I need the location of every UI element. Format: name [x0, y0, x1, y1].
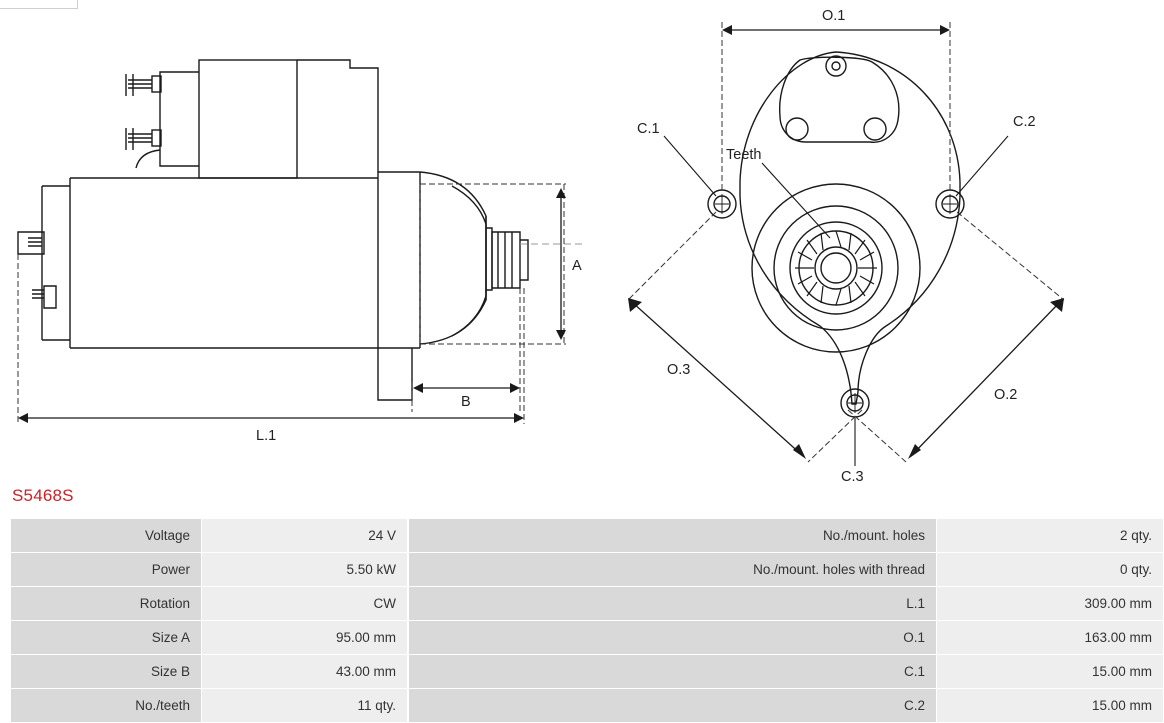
table-row	[409, 655, 1164, 689]
label-size-a: A	[572, 258, 582, 274]
spec-label: Size B	[11, 655, 202, 689]
table-row	[409, 553, 1164, 587]
label-c2: C.2	[1013, 114, 1036, 130]
page-title: S5468S	[12, 486, 74, 505]
spec-value: 5.50 kW	[202, 553, 408, 587]
spec-value: 24 V	[202, 519, 408, 553]
spec-label: C.1	[409, 655, 937, 689]
label-o3: O.3	[667, 362, 691, 378]
spec-value: 15.00 mm	[937, 655, 1164, 689]
label-o2: O.2	[994, 387, 1018, 403]
table-row	[11, 553, 408, 587]
table-row	[409, 689, 1164, 723]
label-teeth: Teeth	[726, 147, 762, 163]
spec-label: Power	[11, 553, 202, 587]
spec-value: 43.00 mm	[202, 655, 408, 689]
spec-table-right	[408, 518, 1164, 723]
specifications	[10, 518, 1152, 723]
spec-value: 15.00 mm	[937, 689, 1164, 723]
spec-label: No./mount. holes with thread	[409, 553, 937, 587]
spec-value: 309.00 mm	[937, 587, 1164, 621]
spec-value: 2 qty.	[937, 519, 1164, 553]
table-row	[11, 655, 408, 689]
spec-value: 11 qty.	[202, 689, 408, 723]
spec-label: Voltage	[11, 519, 202, 553]
label-c3: C.3	[841, 469, 864, 485]
spec-label: Rotation	[11, 587, 202, 621]
table-row	[11, 587, 408, 621]
table-row	[11, 621, 408, 655]
spec-value: 95.00 mm	[202, 621, 408, 655]
side-view-drawing	[18, 60, 585, 424]
spec-table-left	[10, 518, 408, 723]
table-row	[11, 689, 408, 723]
label-size-b: B	[461, 394, 471, 410]
label-length-l1: L.1	[256, 428, 277, 444]
table-row	[409, 621, 1164, 655]
spec-label: C.2	[409, 689, 937, 723]
table-row	[11, 519, 408, 553]
spec-value: 163.00 mm	[937, 621, 1164, 655]
spec-value: 0 qty.	[937, 553, 1164, 587]
spec-label: O.1	[409, 621, 937, 655]
label-o1: O.1	[822, 8, 846, 24]
spec-label: No./mount. holes	[409, 519, 937, 553]
spec-label: No./teeth	[11, 689, 202, 723]
label-c1: C.1	[637, 121, 660, 137]
spec-label: Size A	[11, 621, 202, 655]
spec-label: L.1	[409, 587, 937, 621]
table-row	[409, 587, 1164, 621]
table-row	[409, 519, 1164, 553]
spec-value: CW	[202, 587, 408, 621]
